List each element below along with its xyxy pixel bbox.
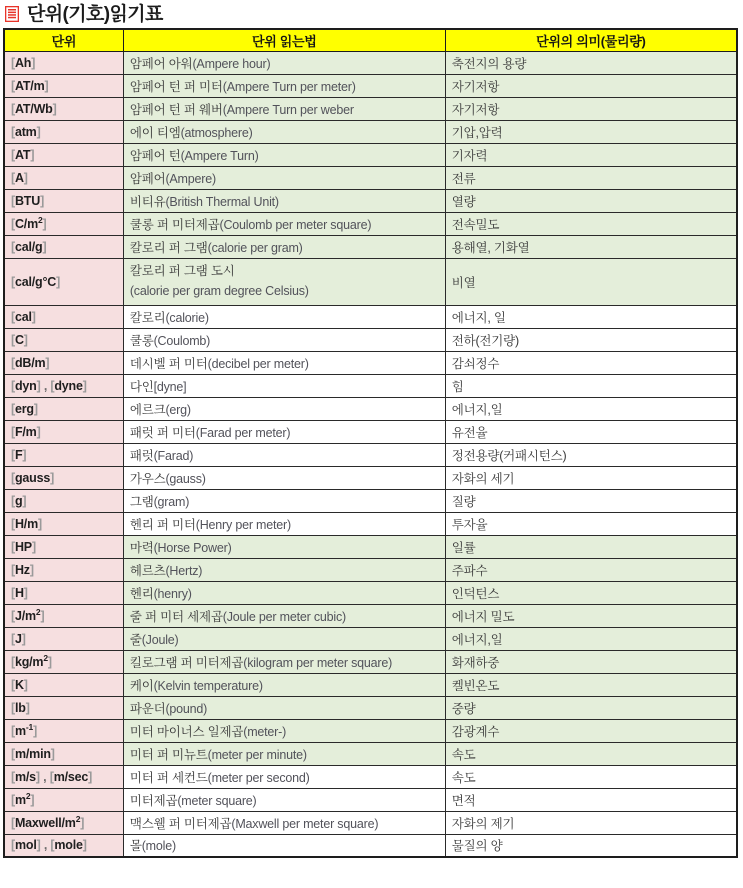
- cell-unit-reading: 그램(gram): [123, 489, 445, 512]
- cell-unit-meaning: 속도: [445, 765, 737, 788]
- cell-unit-meaning: 에너지,일: [445, 397, 737, 420]
- cell-unit-meaning: 화재하중: [445, 650, 737, 673]
- cell-unit-meaning: 질량: [445, 489, 737, 512]
- cell-unit-symbol: [cal]: [4, 305, 123, 328]
- table-row: [4, 443, 737, 466]
- table-row: [4, 51, 737, 74]
- cell-unit-symbol: [cal/g°C]: [4, 258, 123, 305]
- cell-unit-meaning: 기압,압력: [445, 120, 737, 143]
- column-header-meaning: 단위의 의미(물리량): [445, 29, 737, 51]
- table-row: [4, 189, 737, 212]
- cell-unit-symbol: $[m^2]$: [4, 788, 123, 811]
- table-row: [4, 742, 737, 765]
- cell-unit-symbol: $[m^{-1}]$: [4, 719, 123, 742]
- cell-unit-reading: 패럿 퍼 미터(Farad per meter): [123, 420, 445, 443]
- table-row: [4, 351, 737, 374]
- cell-unit-symbol: [K]: [4, 673, 123, 696]
- cell-unit-meaning: 자기저항: [445, 74, 737, 97]
- table-row: [4, 97, 737, 120]
- cell-unit-symbol: $[C/m^2]$: [4, 212, 123, 235]
- cell-unit-reading: 미터 퍼 세컨드(meter per second): [123, 765, 445, 788]
- table-row: [4, 696, 737, 719]
- cell-unit-reading: 쿨롱 퍼 미터제곱(Coulomb per meter square): [123, 212, 445, 235]
- table-header: [4, 29, 737, 51]
- cell-unit-symbol: [lb]: [4, 696, 123, 719]
- cell-unit-symbol: [AT]: [4, 143, 123, 166]
- table-row: [4, 374, 737, 397]
- cell-unit-meaning: 중량: [445, 696, 737, 719]
- cell-unit-meaning: 인덕턴스: [445, 581, 737, 604]
- cell-unit-reading: 가우스(gauss): [123, 466, 445, 489]
- cell-unit-reading: 패럿(Farad): [123, 443, 445, 466]
- cell-unit-symbol: [gauss]: [4, 466, 123, 489]
- cell-unit-meaning: 일률: [445, 535, 737, 558]
- cell-unit-symbol: [C]: [4, 328, 123, 351]
- cell-unit-meaning: 전속밀도: [445, 212, 737, 235]
- cell-unit-reading: 파운더(pound): [123, 696, 445, 719]
- table-row: [4, 120, 737, 143]
- cell-unit-symbol: [erg]: [4, 397, 123, 420]
- cell-unit-symbol: [AT/m]: [4, 74, 123, 97]
- table-row: [4, 420, 737, 443]
- table-row: [4, 788, 737, 811]
- table-row: [4, 235, 737, 258]
- cell-unit-reading: 비티유(British Thermal Unit): [123, 189, 445, 212]
- cell-unit-symbol: [cal/g]: [4, 235, 123, 258]
- table-row: [4, 834, 737, 857]
- cell-unit-reading: 에르크(erg): [123, 397, 445, 420]
- table-row: [4, 650, 737, 673]
- cell-unit-symbol: [g]: [4, 489, 123, 512]
- cell-unit-reading: 줄 퍼 미터 세제곱(Joule per meter cubic): [123, 604, 445, 627]
- cell-unit-symbol: [Hz]: [4, 558, 123, 581]
- cell-unit-symbol: [H]: [4, 581, 123, 604]
- cell-unit-symbol: [m/min]: [4, 742, 123, 765]
- cell-unit-symbol: [mol] , [mole]: [4, 834, 123, 857]
- cell-unit-symbol: [F]: [4, 443, 123, 466]
- table-row: [4, 811, 737, 834]
- table-row: [4, 166, 737, 189]
- cell-unit-meaning: 에너지, 일: [445, 305, 737, 328]
- cell-unit-meaning: 용해열, 기화열: [445, 235, 737, 258]
- cell-unit-symbol: [dB/m]: [4, 351, 123, 374]
- cell-unit-reading: 미터 마이너스 일제곱(meter-): [123, 719, 445, 742]
- table-row: [4, 765, 737, 788]
- cell-unit-symbol: [A]: [4, 166, 123, 189]
- table-row: [4, 604, 737, 627]
- cell-unit-meaning: 정전용량(커패시턴스): [445, 443, 737, 466]
- cell-unit-reading: 미터제곱(meter square): [123, 788, 445, 811]
- cell-unit-meaning: 면적: [445, 788, 737, 811]
- cell-unit-meaning: 주파수: [445, 558, 737, 581]
- unit-symbol-reading-table: [3, 28, 738, 858]
- column-header-unit: 단위: [4, 29, 123, 51]
- cell-unit-reading: 마력(Horse Power): [123, 535, 445, 558]
- table-row: [4, 212, 737, 235]
- cell-unit-reading: 몰(mole): [123, 834, 445, 857]
- cell-unit-symbol: $[kg/m^2]$: [4, 650, 123, 673]
- table-row: [4, 489, 737, 512]
- cell-unit-meaning: 전류: [445, 166, 737, 189]
- cell-unit-symbol: [m/s] , [m/sec]: [4, 765, 123, 788]
- cell-unit-meaning: 자화의 제기: [445, 811, 737, 834]
- cell-unit-meaning: 투자율: [445, 512, 737, 535]
- cell-unit-reading: 암페어 턴 퍼 웨버(Ampere Turn per weber: [123, 97, 445, 120]
- cell-unit-meaning: 축전지의 용량: [445, 51, 737, 74]
- table-row: [4, 258, 737, 305]
- cell-unit-meaning: 유전율: [445, 420, 737, 443]
- header-row: [4, 29, 737, 51]
- cell-unit-symbol: [dyn] , [dyne]: [4, 374, 123, 397]
- cell-unit-reading: 헨리(henry): [123, 581, 445, 604]
- cell-unit-symbol: [F/m]: [4, 420, 123, 443]
- cell-unit-reading: 쿨롱(Coulomb): [123, 328, 445, 351]
- table-body: [4, 51, 737, 857]
- table-row: [4, 673, 737, 696]
- table-row: [4, 627, 737, 650]
- table-row: [4, 719, 737, 742]
- cell-unit-reading: 다인[dyne]: [123, 374, 445, 397]
- table-row: [4, 328, 737, 351]
- cell-unit-reading: 케이(Kelvin temperature): [123, 673, 445, 696]
- cell-unit-symbol: [J]: [4, 627, 123, 650]
- column-header-reading: 단위 읽는법: [123, 29, 445, 51]
- cell-unit-reading: 맥스웰 퍼 미터제곱(Maxwell per meter square): [123, 811, 445, 834]
- cell-unit-reading: 암페어 턴(Ampere Turn): [123, 143, 445, 166]
- cell-unit-reading: 데시벨 퍼 미터(decibel per meter): [123, 351, 445, 374]
- table-row: [4, 74, 737, 97]
- cell-unit-meaning: 속도: [445, 742, 737, 765]
- cell-unit-meaning: 자기저항: [445, 97, 737, 120]
- page-title-bar: [0, 0, 743, 28]
- cell-unit-meaning: 감쇠정수: [445, 351, 737, 374]
- cell-unit-symbol: [Ah]: [4, 51, 123, 74]
- cell-unit-reading: 암페어 아워(Ampere hour): [123, 51, 445, 74]
- cell-unit-meaning: 에너지,일: [445, 627, 737, 650]
- cell-unit-reading: 칼로리 퍼 그램(calorie per gram): [123, 235, 445, 258]
- cell-unit-symbol: [HP]: [4, 535, 123, 558]
- cell-unit-symbol: $[Maxwell/m^2]$: [4, 811, 123, 834]
- cell-unit-meaning: 에너지 밀도: [445, 604, 737, 627]
- table-row: [4, 466, 737, 489]
- cell-unit-reading: 미터 퍼 미뉴트(meter per minute): [123, 742, 445, 765]
- cell-unit-meaning: 물질의 양: [445, 834, 737, 857]
- cell-unit-reading: 헨리 퍼 미터(Henry per meter): [123, 512, 445, 535]
- cell-unit-reading: 에이 티엠(atmosphere): [123, 120, 445, 143]
- list-document-icon: [5, 6, 19, 22]
- table-row: [4, 305, 737, 328]
- cell-unit-meaning: 자화의 세기: [445, 466, 737, 489]
- cell-unit-reading: 암페어 턴 퍼 미터(Ampere Turn per meter): [123, 74, 445, 97]
- cell-unit-meaning: 열량: [445, 189, 737, 212]
- cell-unit-meaning: 전하(전기량): [445, 328, 737, 351]
- cell-unit-symbol: [AT/Wb]: [4, 97, 123, 120]
- cell-unit-meaning: 켈빈온도: [445, 673, 737, 696]
- cell-unit-meaning: 힘: [445, 374, 737, 397]
- page-title: 단위(기호)읽기표: [27, 3, 163, 25]
- cell-unit-symbol: [H/m]: [4, 512, 123, 535]
- cell-unit-meaning: 감광계수: [445, 719, 737, 742]
- cell-unit-reading: 헤르츠(Hertz): [123, 558, 445, 581]
- table-row: [4, 581, 737, 604]
- cell-unit-symbol: [atm]: [4, 120, 123, 143]
- table-row: [4, 143, 737, 166]
- cell-unit-reading: 칼로리 퍼 그램 도시 (calorie per gram degree Celsius): [123, 258, 445, 305]
- cell-unit-symbol: [BTU]: [4, 189, 123, 212]
- cell-unit-symbol: $[J/m^2]$: [4, 604, 123, 627]
- cell-unit-reading: 암페어(Ampere): [123, 166, 445, 189]
- cell-unit-reading: 칼로리(calorie): [123, 305, 445, 328]
- cell-unit-reading: 줄(Joule): [123, 627, 445, 650]
- table-row: [4, 558, 737, 581]
- table-row: [4, 535, 737, 558]
- table-row: [4, 512, 737, 535]
- cell-unit-meaning: 비열: [445, 258, 737, 305]
- table-row: [4, 397, 737, 420]
- cell-unit-reading: 킬로그램 퍼 미터제곱(kilogram per meter square): [123, 650, 445, 673]
- cell-unit-meaning: 기자력: [445, 143, 737, 166]
